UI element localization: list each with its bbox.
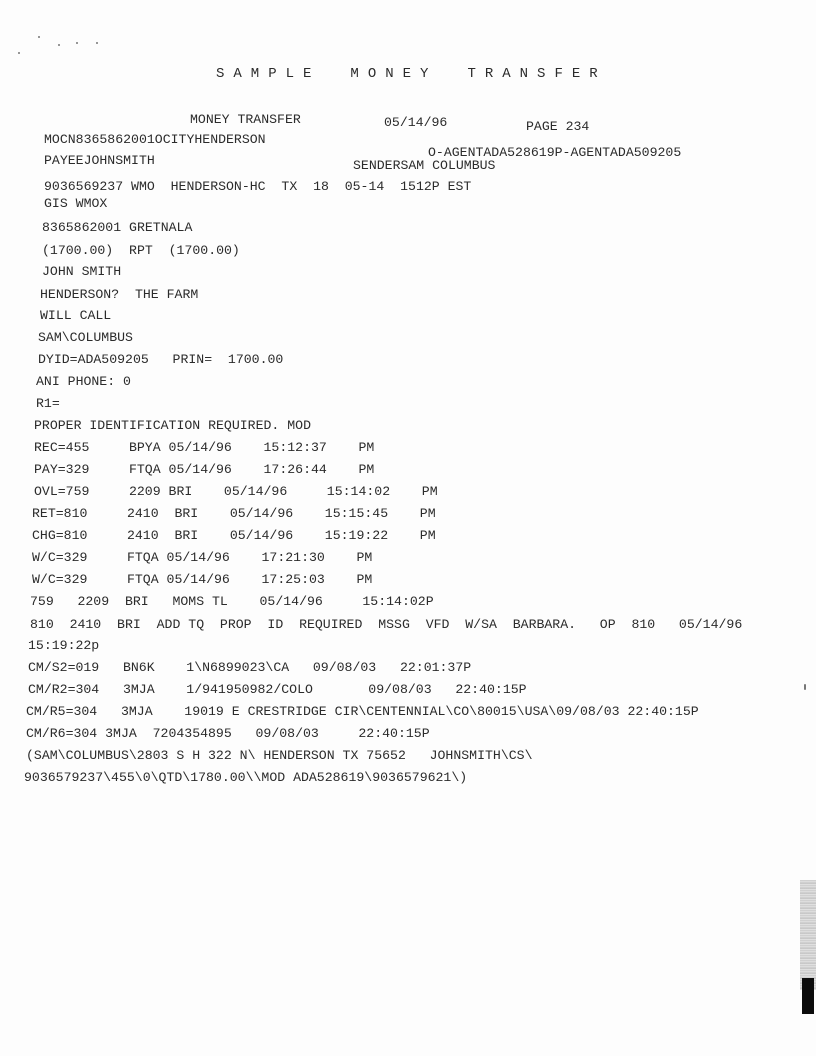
text-line: MOCN8365862001OCITYHENDERSON xyxy=(44,132,266,147)
text-line: ANI PHONE: 0 xyxy=(36,374,131,389)
scan-speck xyxy=(76,42,78,44)
text-line: DYID=ADA509205 PRIN= 1700.00 xyxy=(38,352,284,367)
scan-speck xyxy=(58,44,60,46)
text-line: (1700.00) RPT (1700.00) xyxy=(42,243,240,258)
log-row: REC=455 BPYA 05/14/96 15:12:37 PM xyxy=(34,440,375,455)
text-line: 8365862001 GRETNALA xyxy=(42,220,193,235)
text-line: SENDERSAM COLUMBUS xyxy=(353,158,496,173)
text-line: PROPER IDENTIFICATION REQUIRED. MOD xyxy=(34,418,311,433)
cm-row: CM/R2=304 3MJA 1/941950982/COLO 09/08/03 22:40:15P xyxy=(28,682,527,697)
log-row: RET=810 2410 BRI 05/14/96 15:15:45 PM xyxy=(32,506,436,521)
scan-speck xyxy=(18,52,20,54)
text-line: 810 2410 BRI ADD TQ PROP ID REQUIRED MSSG VFD W/SA BARBARA. OP 810 05/14/96 xyxy=(30,617,743,632)
text-line: SAM\COLUMBUS xyxy=(38,330,133,345)
cm-row: CM/R6=304 3MJA 7204354895 09/08/03 22:40:15P xyxy=(26,726,430,741)
log-row: PAY=329 FTQA 05/14/96 17:26:44 PM xyxy=(34,462,375,477)
text-line: 9036579237\455\0\QTD\1780.00\\MOD ADA528619\9036579621\) xyxy=(24,770,468,785)
header-date: 05/14/96 xyxy=(384,115,448,130)
title-word-transfer: TRANSFER xyxy=(467,66,607,82)
text-line: WILL CALL xyxy=(40,308,112,323)
log-row: W/C=329 FTQA 05/14/96 17:21:30 PM xyxy=(32,550,373,565)
text-line: 9036569237 WMO HENDERSON-HC TX 18 05-14 1512P EST xyxy=(44,179,472,194)
text-line: JOHN SMITH xyxy=(42,264,122,279)
text-line: GIS WMOX xyxy=(44,196,108,211)
header-label: MONEY TRANSFER xyxy=(190,112,301,127)
log-row: OVL=759 2209 BRI 05/14/96 15:14:02 PM xyxy=(34,484,438,499)
text-line: R1= xyxy=(36,396,60,411)
scan-edge-shading xyxy=(800,880,816,990)
cm-row: CM/S2=019 BN6K 1\N6899023\CA 09/08/03 22:01:37P xyxy=(28,660,472,675)
scan-speck xyxy=(38,36,40,38)
text-line: O-AGENTADA528619P-AGENTADA509205 xyxy=(428,145,682,160)
log-row: CHG=810 2410 BRI 05/14/96 15:19:22 PM xyxy=(32,528,436,543)
scan-speck xyxy=(96,42,98,44)
text-line: HENDERSON? THE FARM xyxy=(40,287,199,302)
log-row: W/C=329 FTQA 05/14/96 17:25:03 PM xyxy=(32,572,373,587)
scan-speck xyxy=(804,684,806,690)
text-line: 15:19:22p xyxy=(28,638,100,653)
scan-edge-bar xyxy=(802,978,814,1014)
document-title xyxy=(216,66,637,82)
text-line: PAYEEJOHNSMITH xyxy=(44,153,155,168)
text-line: (SAM\COLUMBUS\2803 S H 322 N\ HENDERSON TX 75652 JOHNSMITH\CS\ xyxy=(26,748,533,763)
title-word-money: MONEY xyxy=(350,66,438,82)
cm-row: CM/R5=304 3MJA 19019 E CRESTRIDGE CIR\CENTENNIAL\CO\80015\USA\09/08/03 22:40:15P xyxy=(26,704,699,719)
title-word-sample: SAMPLE xyxy=(216,66,321,82)
log-row: 759 2209 BRI MOMS TL 05/14/96 15:14:02P xyxy=(30,594,434,609)
header-page: PAGE 234 xyxy=(526,119,590,134)
